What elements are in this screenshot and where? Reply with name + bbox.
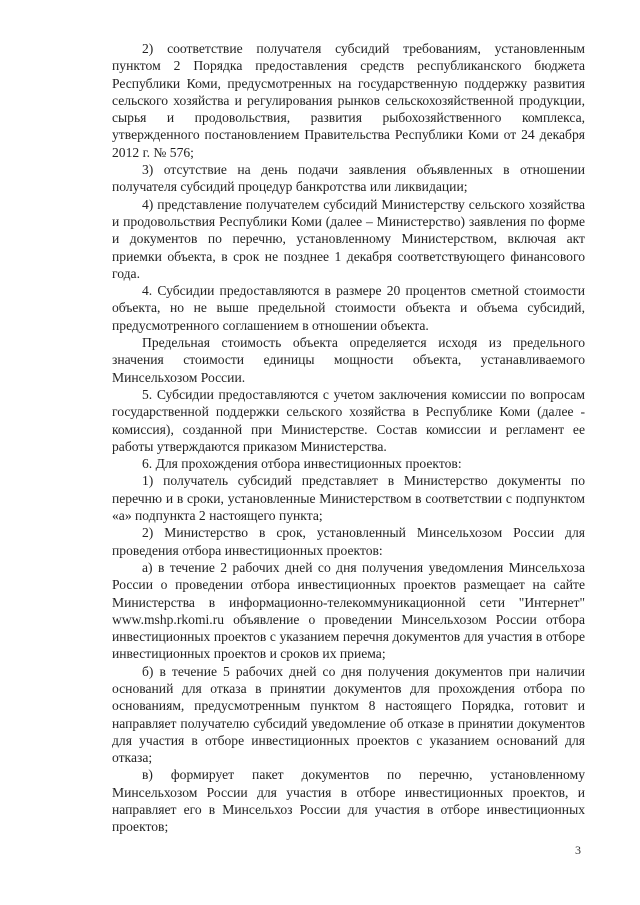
paragraph-item-2: 2) соответствие получателя субсидий требованиям, установленным пунктом 2 Порядка предоставления средств республиканского бюджета Республики Коми, предусмотренных на государственную поддержку развития сельского хозяйства и регулирования рынков сельскохозяйственной продукции, сырья и продовольствия, развития рыбохозяйственного комплекса, утвержденного постановлением Правительства Республики Коми от 24 декабря 2012 г. № 576; <box>112 41 585 160</box>
paragraph-section-6: 6. Для прохождения отбора инвестиционных проектов: <box>142 456 462 472</box>
paragraph-section-5: 5. Субсидии предоставляются с учетом заключения комиссии по вопросам государственной поддержки сельского хозяйства в Республике Коми (далее - комиссия), созданной при Министерстве. Состав комиссии и регламент ее работы утверждаются приказом Министерства. <box>112 386 585 454</box>
paragraph-item-4: 4) представление получателем субсидий Министерству сельского хозяйства и продовольствия Республики Коми (далее – Министерство) заявления по форме и документов по перечню, установленному Министерством, включая акт приемки объекта, в срок не позднее 1 декабря соответствующего финансового года. <box>112 196 585 281</box>
paragraph-section-4: 4. Субсидии предоставляются в размере 20 процентов сметной стоимости объекта, но не выше предельной стоимости объекта и объема субсидий, предусмотренного соглашением в отношении объекта. <box>112 283 585 333</box>
paragraph-limit-cost: Предельная стоимость объекта определяется исходя из предельного значения стоимости единицы мощности объекта, устанавливаемого Минсельхозом России. <box>112 335 585 385</box>
document-body <box>112 40 585 836</box>
paragraph-section-6-item-2: 2) Министерство в срок, установленный Минсельхозом России для проведения отбора инвестиционных проектов: <box>112 525 585 558</box>
paragraph-subitem-v: в) формирует пакет документов по перечню, установленному Минсельхозом России для участия в отборе инвестиционных проектов, и направляет его в Минсельхоз России для участия в отборе инвестиционных проектов; <box>112 767 585 835</box>
paragraph-subitem-b: б) в течение 5 рабочих дней со дня получения документов при наличии оснований для отказа в принятии документов для прохождения отбора по основаниям, предусмотренным пунктом 8 настоящего Порядка, готовит и направляет получателю субсидий уведомление об отказе в принятии документов для участия в отборе инвестиционных проектов с указанием оснований для отказа; <box>112 663 585 766</box>
paragraph-section-6-item-1: 1) получатель субсидий представляет в Министерство документы по перечню и в сроки, установленные Министерством в соответствии с подпунктом «а» подпункта 2 настоящего пункта; <box>112 473 585 524</box>
page-number: 3 <box>575 843 581 857</box>
paragraph-subitem-a: а) в течение 2 рабочих дней со дня получения уведомления Минсельхоза России о проведении отбора инвестиционных проектов размещает на сайте Министерства в информационно-телекоммуникационной сети "Интернет" www.mshp.rkomi.ru объявление о проведении Минсельхозом России отбора инвестиционных проектов с указанием перечня документов для участия в отборе инвестиционных проектов и сроков их приема; <box>112 559 585 662</box>
paragraph-item-3: 3) отсутствие на день подачи заявления объявленных в отношении получателя субсидий процедур банкротства или ликвидации; <box>112 162 585 195</box>
